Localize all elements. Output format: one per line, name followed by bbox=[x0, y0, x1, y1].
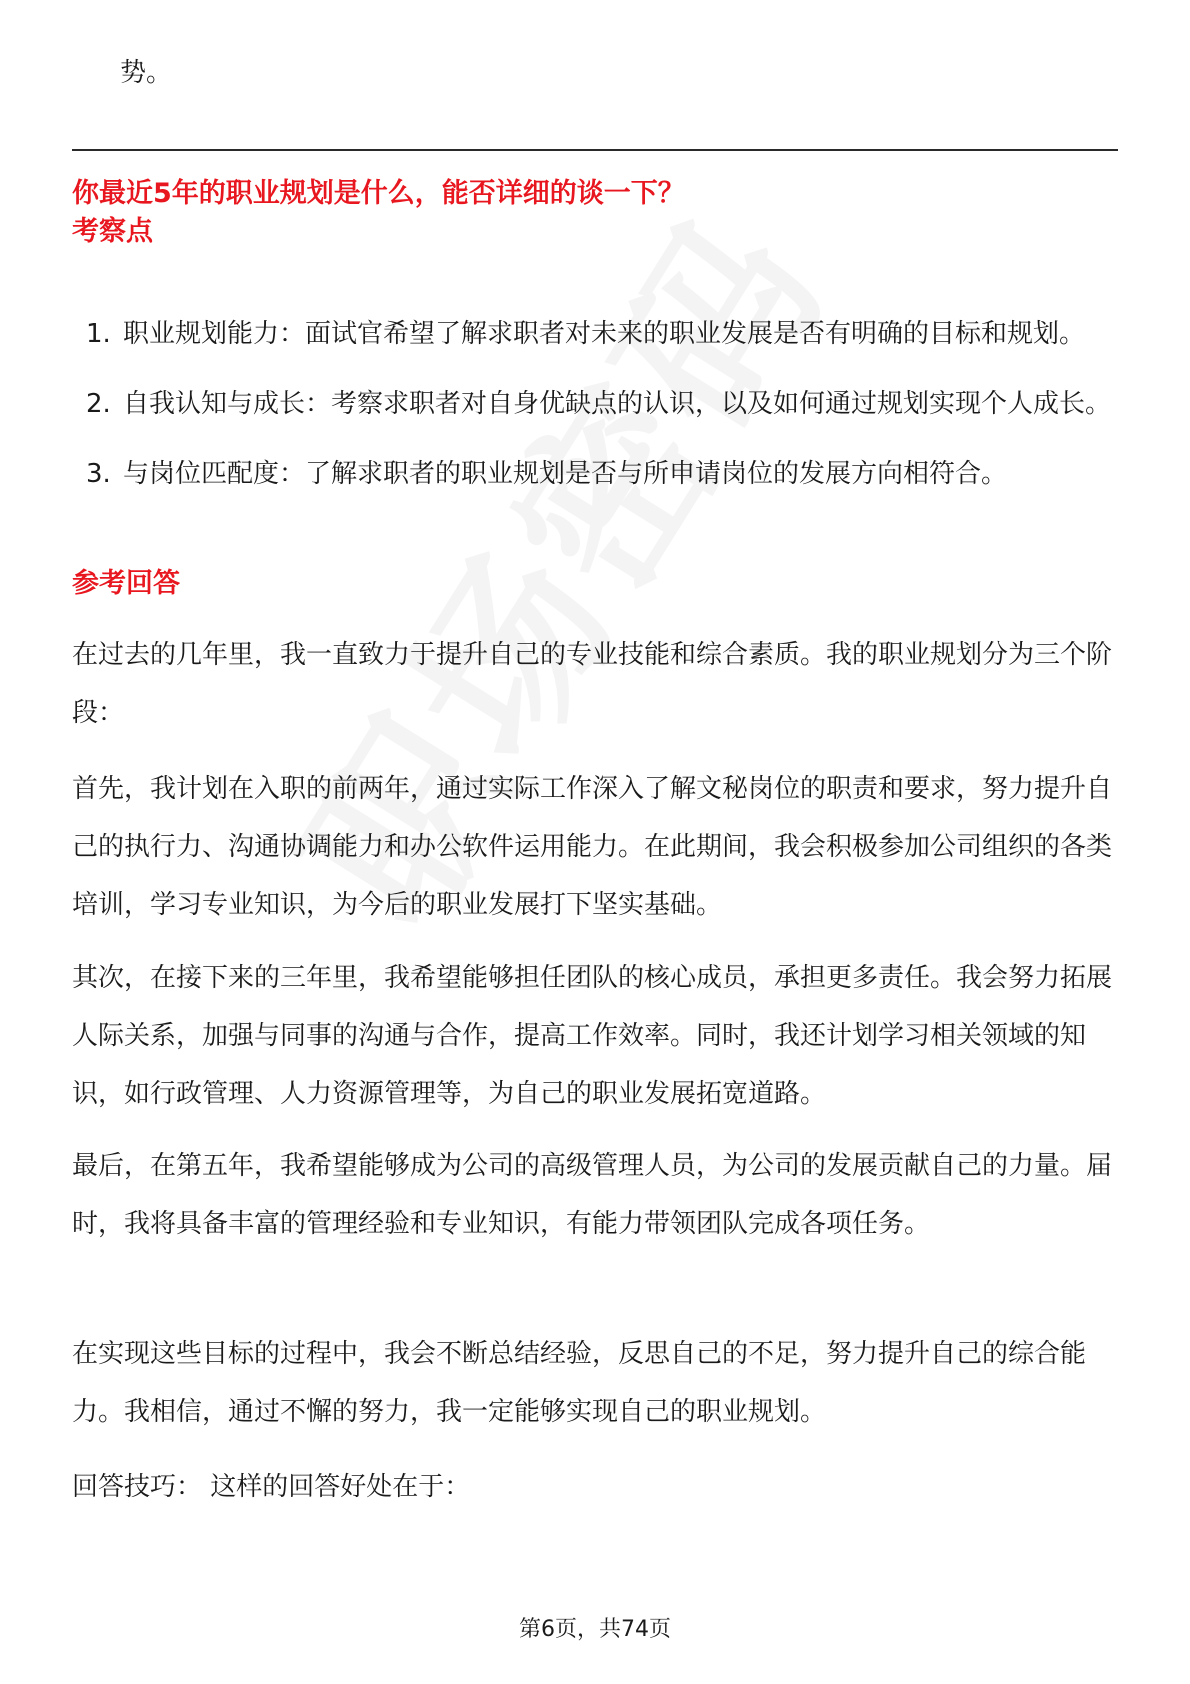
examine-points-list bbox=[72, 305, 1122, 515]
answer-tips-line: 回答技巧： 这样的回答好处在于： bbox=[72, 1472, 471, 1502]
answer-paragraph: 其次，在接下来的三年里，我希望能够担任团队的核心成员，承担更多责任。我会努力拓展人际关系，加强与同事的沟通与合作，提高工作效率。同时，我还计划学习相关领域的知识，如行政管理、人力资源管理等，为自己的职业发展拓宽道路。 bbox=[72, 963, 1113, 1109]
page-number-footer: 第6页，共74页 bbox=[519, 1617, 671, 1642]
list-item-text: 与岗位匹配度：了解求职者的职业规划是否与所申请岗位的发展方向相符合。 bbox=[123, 459, 1008, 489]
section-divider bbox=[72, 149, 1118, 151]
answer-paragraph: 首先，我计划在入职的前两年，通过实际工作深入了解文秘岗位的职责和要求，努力提升自己的执行力、沟通协调能力和办公软件运用能力。在此期间，我会积极参加公司组织的各类培训，学习专业知识，为今后的职业发展打下坚实基础。 bbox=[72, 774, 1113, 920]
list-item-text: 自我认知与成长：考察求职者对自身优缺点的认识，以及如何通过规划实现个人成长。 bbox=[123, 389, 1112, 419]
list-item bbox=[72, 375, 1122, 433]
list-item bbox=[72, 305, 1122, 363]
list-number: 1. bbox=[86, 319, 111, 349]
list-item bbox=[72, 445, 1122, 503]
list-number: 3. bbox=[86, 459, 111, 489]
answer-paragraph: 在过去的几年里，我一直致力于提升自己的专业技能和综合素质。我的职业规划分为三个阶段： bbox=[72, 640, 1113, 728]
answer-paragraph: 最后，在第五年，我希望能够成为公司的高级管理人员，为公司的发展贡献自己的力量。届时，我将具备丰富的管理经验和专业知识，有能力带领团队完成各项任务。 bbox=[72, 1151, 1113, 1239]
list-number: 2. bbox=[86, 389, 111, 419]
question-heading: 你最近5年的职业规划是什么，能否详细的谈一下？ bbox=[72, 178, 685, 209]
previous-page-tail-text: 势。 bbox=[120, 58, 173, 88]
list-item-text: 职业规划能力：面试官希望了解求职者对未来的职业发展是否有明确的目标和规划。 bbox=[123, 319, 1086, 349]
examine-points-heading: 考察点 bbox=[72, 216, 153, 247]
answer-paragraph: 在实现这些目标的过程中，我会不断总结经验，反思自己的不足，努力提升自己的综合能力。我相信，通过不懈的努力，我一定能够实现自己的职业规划。 bbox=[72, 1339, 1087, 1427]
reference-answer-heading: 参考回答 bbox=[72, 568, 180, 599]
